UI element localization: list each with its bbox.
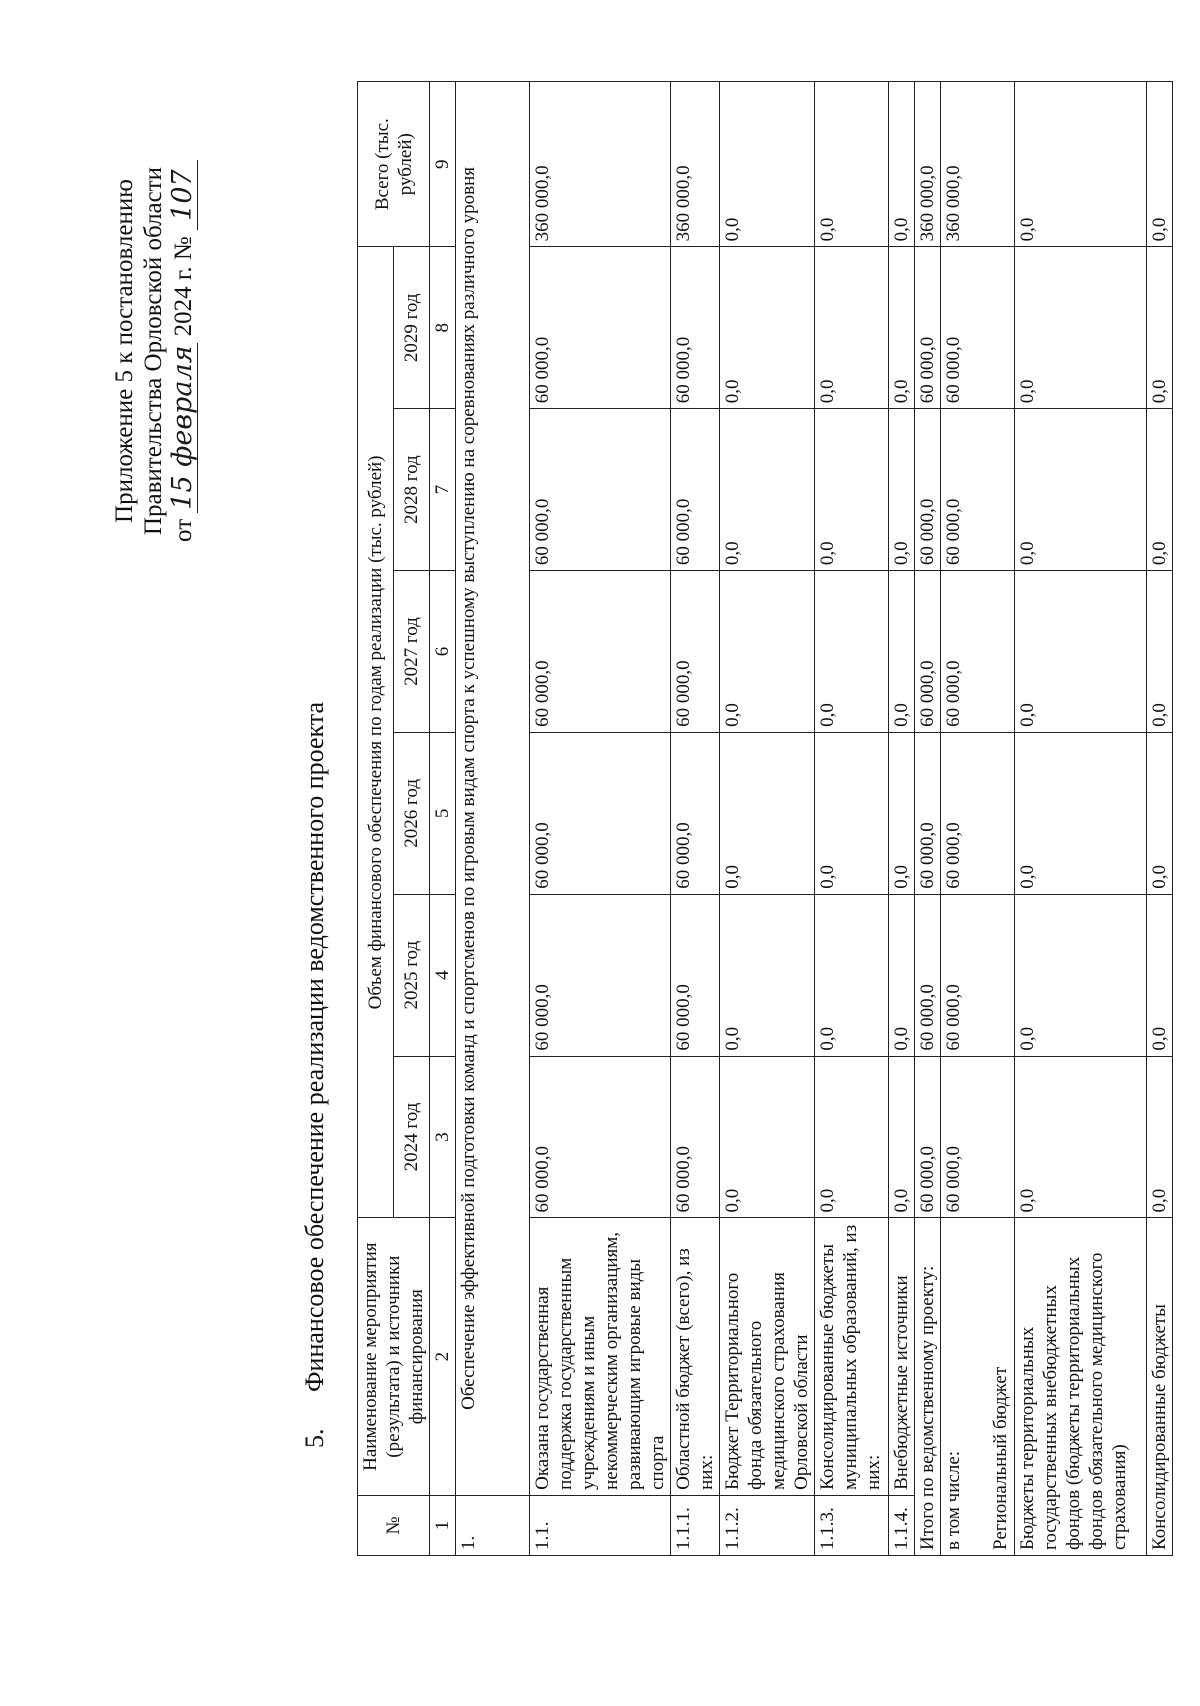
index-cell: 9 (430, 82, 456, 247)
index-cell: 6 (430, 571, 456, 733)
row-value: 60 000,0 (671, 894, 720, 1056)
table-row (889, 82, 915, 1556)
header-year: 2027 год (394, 571, 430, 733)
totals-name (1147, 1218, 1173, 1556)
header-volume: Объем финансового обеспечения по годам реализации (тыс. рублей) (358, 247, 394, 1218)
totals-name-text: в том числе: (943, 1450, 964, 1550)
totals-name-text: Консолидированные бюджеты (1149, 1304, 1170, 1550)
row-number: 1.1.3. (815, 1495, 889, 1555)
totals-row (915, 82, 941, 1556)
totals-value: 0,0 (1015, 247, 1147, 409)
row-value: 0,0 (889, 409, 915, 571)
totals-value: 60 000,0 (941, 1056, 1015, 1218)
totals-value: 0,0 (1015, 571, 1147, 733)
header-row-index (430, 82, 456, 1556)
row-value: 0,0 (815, 894, 889, 1056)
row-value: 0,0 (815, 409, 889, 571)
row-name: Областной бюджет (всего), из них: (671, 1218, 720, 1495)
totals-value: 60 000,0 (941, 894, 1015, 1056)
totals-value: 60 000,0 (915, 1056, 941, 1218)
header-year: 2026 год (394, 732, 430, 894)
index-cell: 1 (430, 1495, 456, 1555)
totals-value: 0,0 (1147, 247, 1173, 409)
row-value: 0,0 (720, 732, 815, 894)
year-text: 2024 г. № (170, 236, 197, 337)
table-row (720, 82, 815, 1556)
totals-value: 0,0 (1147, 894, 1173, 1056)
appendix-header (110, 71, 198, 631)
totals-value: 60 000,0 (941, 409, 1015, 571)
totals-subname-text: Региональный бюджет (990, 1366, 1011, 1550)
row-value: 60 000,0 (671, 732, 720, 894)
row-name: Оказана государственная поддержка государственным учреждениям и иным некоммерческим организациям, развивающим игровые виды спорта (530, 1218, 671, 1495)
header-year: 2025 год (394, 894, 430, 1056)
totals-value: 0,0 (1015, 894, 1147, 1056)
row-value: 0,0 (889, 732, 915, 894)
row-value: 0,0 (720, 409, 815, 571)
row-value: 0,0 (889, 571, 915, 733)
task-text: Обеспечение эффективной подготовки команд и спортсменов по игровым видам спорта к успешному выступлению на соревнованиях различного уровня (456, 82, 530, 1496)
row-value: 0,0 (889, 247, 915, 409)
header-year: 2024 год (394, 1056, 430, 1218)
row-total: 0,0 (889, 82, 915, 247)
appendix-line-3 (168, 71, 198, 631)
header-no: № (358, 1495, 430, 1555)
totals-value: 0,0 (1147, 1056, 1173, 1218)
financing-table-wrapper (357, 81, 1173, 1556)
appendix-line-1: Приложение 5 к постановлению (111, 179, 138, 523)
section-title (300, 702, 330, 1448)
row-number: 1.1.4. (889, 1495, 915, 1555)
row-value: 0,0 (720, 1056, 815, 1218)
row-value: 60 000,0 (530, 571, 671, 733)
table-row (671, 82, 720, 1556)
row-value: 0,0 (720, 247, 815, 409)
row-value: 0,0 (720, 894, 815, 1056)
totals-name (1015, 1218, 1147, 1556)
row-value: 0,0 (889, 1056, 915, 1218)
row-value: 60 000,0 (530, 1056, 671, 1218)
totals-value: 60 000,0 (915, 247, 941, 409)
row-number: 1.1.1. (671, 1495, 720, 1555)
totals-row (941, 82, 1015, 1556)
handwritten-date: 15 февраля (168, 343, 198, 513)
appendix-line-2: Правительства Орловской области (140, 166, 167, 536)
header-total: Всего (тыс. рублей) (358, 82, 430, 247)
row-name: Консолидированные бюджеты муниципальных образований, из них: (815, 1218, 889, 1495)
row-total: 360 000,0 (671, 82, 720, 247)
row-number: 1.1. (530, 1495, 671, 1555)
header-row-1 (358, 82, 394, 1556)
totals-row (1015, 82, 1147, 1556)
index-cell: 4 (430, 894, 456, 1056)
totals-total: 360 000,0 (915, 82, 941, 247)
index-cell: 5 (430, 732, 456, 894)
section-number: 5. (300, 1428, 329, 1448)
totals-total: 0,0 (1147, 82, 1173, 247)
totals-value: 60 000,0 (915, 409, 941, 571)
table-row (815, 82, 889, 1556)
totals-value: 0,0 (1147, 571, 1173, 733)
totals-value: 60 000,0 (915, 732, 941, 894)
task-row (456, 82, 530, 1556)
row-value: 0,0 (889, 894, 915, 1056)
row-value: 60 000,0 (530, 894, 671, 1056)
header-name: Наименование мероприятия (результата) и источники финансирования (358, 1218, 430, 1495)
row-value: 60 000,0 (530, 409, 671, 571)
row-total: 360 000,0 (530, 82, 671, 247)
handwritten-number: 107 (168, 160, 198, 230)
totals-row (1147, 82, 1173, 1556)
index-cell: 8 (430, 247, 456, 409)
totals-value: 60 000,0 (915, 571, 941, 733)
header-year: 2029 год (394, 247, 430, 409)
row-value: 60 000,0 (671, 1056, 720, 1218)
totals-value: 60 000,0 (941, 732, 1015, 894)
row-value: 0,0 (815, 732, 889, 894)
totals-value: 0,0 (1015, 1056, 1147, 1218)
row-value: 0,0 (815, 247, 889, 409)
financing-table (357, 81, 1173, 1556)
totals-name-text: Бюджеты территориальных государственных внебюджетных фондов (бюджеты территориальных фондов обязательного медицинского страхования) (1017, 1252, 1130, 1550)
totals-value: 0,0 (1015, 409, 1147, 571)
row-name: Бюджет Территориального фонда обязательного медицинского страхования Орловской области (720, 1218, 815, 1495)
totals-total: 0,0 (1015, 82, 1147, 247)
table-row (530, 82, 671, 1556)
totals-value: 0,0 (1147, 409, 1173, 571)
totals-value: 60 000,0 (915, 894, 941, 1056)
totals-name-text: Итого по ведомственному проекту: (917, 1265, 938, 1550)
row-value: 0,0 (815, 571, 889, 733)
task-no: 1. (456, 1495, 530, 1555)
header-year: 2028 год (394, 409, 430, 571)
row-value: 60 000,0 (530, 732, 671, 894)
row-total: 0,0 (815, 82, 889, 247)
totals-name (915, 1218, 941, 1556)
totals-name (941, 1218, 1015, 1556)
totals-value: 0,0 (1147, 732, 1173, 894)
row-value: 60 000,0 (530, 247, 671, 409)
row-value: 0,0 (815, 1056, 889, 1218)
row-value: 60 000,0 (671, 571, 720, 733)
index-cell: 2 (430, 1218, 456, 1495)
row-value: 60 000,0 (671, 409, 720, 571)
row-name: Внебюджетные источники (889, 1218, 915, 1495)
section-title-text: Финансовое обеспечение реализации ведомственного проекта (300, 702, 329, 1392)
index-cell: 3 (430, 1056, 456, 1218)
row-value: 0,0 (720, 571, 815, 733)
totals-value: 60 000,0 (941, 247, 1015, 409)
date-prefix: от (170, 518, 197, 542)
totals-value: 0,0 (1015, 732, 1147, 894)
row-number: 1.1.2. (720, 1495, 815, 1555)
totals-total: 360 000,0 (941, 82, 1015, 247)
index-cell: 7 (430, 409, 456, 571)
row-value: 60 000,0 (671, 247, 720, 409)
totals-value: 60 000,0 (941, 571, 1015, 733)
row-total: 0,0 (720, 82, 815, 247)
